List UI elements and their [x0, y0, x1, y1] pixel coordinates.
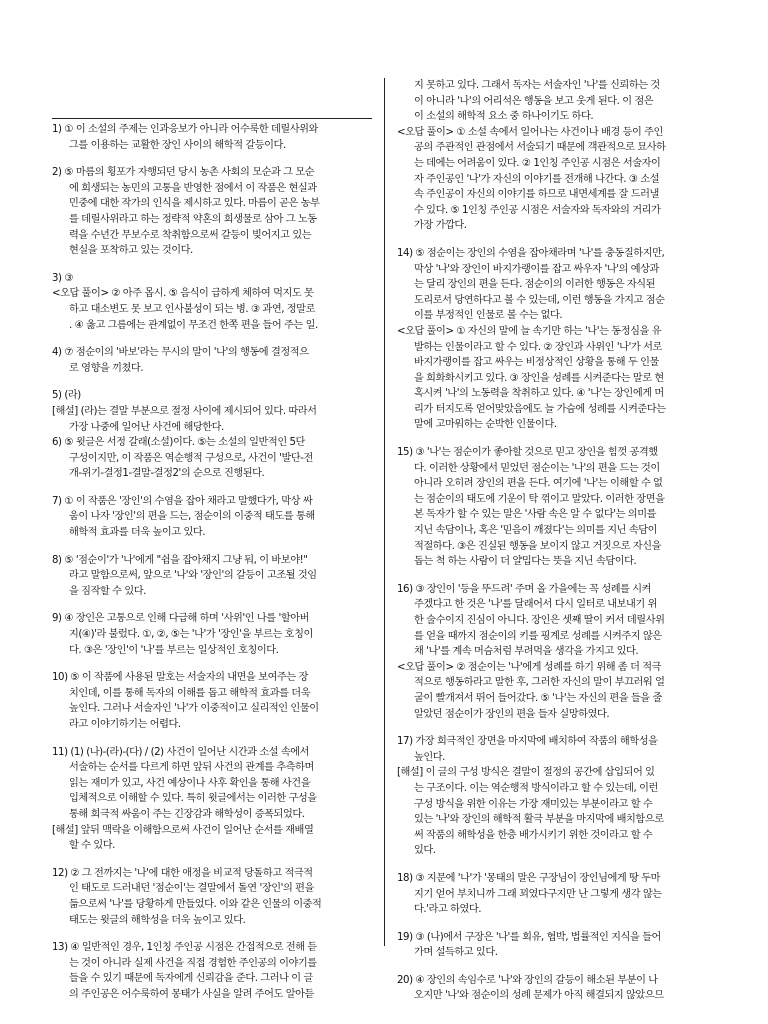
answer-line: 수 있다. ⑤ 1인칭 주인공 시점은 서술자와 독자와의 거리가	[414, 204, 661, 216]
answer-line: 지 못하고 있다. 그래서 독자는 서술자인 '나'를 신뢰하는 것	[414, 80, 660, 91]
answer-line: 1) ① 이 소설의 주제는 인과응보가 아니라 어수룩한 데릴사위와	[52, 124, 318, 135]
answer-line: 인 태도로 드러내던 '점순이'는 결말에서 돌연 '장인'의 편을	[69, 883, 314, 895]
answer-line: 12) ② 그 전까지는 '나'에 대한 애정을 비교적 당돌하고 적극적	[52, 867, 313, 879]
answer-line: 들을 수 있기 때문에 독자에게 신뢰감을 준다. 그러나 이 글	[69, 973, 313, 985]
answer-line: [해설] (라)는 결말 부분으로 절정 사이에 제시되어 있다. 따라서	[52, 405, 317, 417]
answer-line: 채 '나'를 계속 머슴처럼 부려먹을 생각을 가지고 있다.	[414, 646, 639, 658]
answer-line: 는 것이 아니라 실제 사건을 직접 경험한 주인공의 이야기를	[69, 957, 317, 969]
answer-item	[397, 78, 727, 234]
answer-item	[52, 388, 382, 482]
answer-line: 할 수 있다.	[69, 840, 115, 852]
answer-line: 주겠다고 한 것은 '나'를 달래어서 다시 일터로 내보내기 위	[414, 599, 658, 611]
answer-item	[52, 670, 382, 732]
answer-line: 혹시켜 '나'의 노동력을 착취하고 있다. ④ '나'는 장인에게 머	[414, 388, 664, 400]
answer-item	[52, 940, 382, 1002]
answer-line: 다.'라고 하였다.	[414, 904, 482, 916]
answer-line: 알았던 점순이가 장인의 편을 들자 실망하였다.	[414, 708, 610, 720]
answer-line: 있다.	[414, 845, 436, 857]
answer-line: 라고 이야기하기는 어렵다.	[69, 719, 181, 730]
answer-line: 읽는 재미가 있고, 사건 예상이나 사후 확인을 통해 사건을	[69, 777, 311, 789]
answer-line: 의 주인공은 어수룩하여 몽태가 사실을 알려 주어도 알아듣	[69, 988, 314, 1000]
answer-line: 를 데릴사위라고 하는 정략적 약혼의 희생물로 삼아 그 노동	[69, 213, 317, 225]
answer-line: 속 주인공이 자신의 이야기를 하므로 내면세계를 잘 드러낼	[414, 189, 659, 201]
answer-line: 리가 터지도록 얻어맞았음에도 늘 가슴에 성례를 시켜준다는	[414, 403, 666, 415]
answer-line: <오답 풀이> ① 자신의 말에 늘 속기만 하는 '나'는 동정심을 유	[397, 325, 662, 337]
answer-item	[52, 866, 382, 928]
answer-line: 11) (1) (나)-(라)-(다) / (2) 사건이 일어난 시간과 소설 속에서	[52, 746, 310, 758]
answer-line: 서술하는 순서를 다르게 하면 앞뒤 사건의 관계를 추측하며	[69, 762, 314, 774]
answer-line: 민중에 대한 작가의 인식을 제시하고 있다. 마름이 곧은 농부	[69, 198, 320, 210]
answer-line: 13) ④ 일반적인 경우, 1인칭 주인공 시점은 간접적으로 전해 듣	[52, 942, 317, 954]
answer-line: 7) ① 이 작품은 '장인'의 수염을 잡아 채라고 말했다가, 막상 싸	[52, 495, 313, 507]
answer-line: 이 소설의 해학적 요소 중 하나이기도 하다.	[414, 111, 594, 123]
answer-line: 8) ⑤ '점순이'가 '나'에게 "쉼을 잡아채지 그냥 둬, 이 바보야!"	[52, 554, 308, 566]
answer-line: 력을 수년간 무보수로 착취함으로써 갈등이 빚어지고 있는	[69, 229, 312, 241]
left-column	[52, 122, 382, 1015]
answer-item	[52, 553, 382, 600]
answer-item	[397, 930, 727, 961]
answer-line: 아니라 오히려 장인의 편을 든다. 여기에 '나'는 이해할 수 없	[414, 478, 663, 490]
top-rule	[52, 118, 372, 119]
answer-line: <오답 풀이> ② 점순이는 '나'에게 성례를 하기 위해 좀 더 적극	[397, 661, 662, 673]
answer-line: 에 희생되는 농민의 고통을 반영한 점에서 이 작품은 현실과	[69, 182, 317, 194]
answer-line: 해학적 효과를 더욱 높이고 있다.	[69, 527, 206, 539]
answer-line: 돕는 척 하는 사람이 더 얄밉다는 뜻을 지닌 속담이다.	[414, 556, 637, 568]
answer-line: 가며 설득하고 있다.	[414, 947, 498, 959]
answer-line: 적으로 행동하라고 말한 후, 그러한 자신의 말이 부끄러워 얼	[414, 677, 665, 689]
answer-line: 치인데, 이를 통해 독자의 이해를 돕고 해학적 효과를 더욱	[69, 687, 311, 699]
answer-item	[52, 745, 382, 854]
answer-item	[397, 871, 727, 918]
answer-line: 가장 가깝다.	[414, 220, 467, 232]
answer-line: 구성이지만, 이 작품은 역순행적 구성으로, 사건이 '발단-전	[69, 452, 313, 464]
answer-line: 태도는 윗글의 해학성을 더욱 높이고 있다.	[69, 914, 246, 926]
answer-item	[397, 445, 727, 570]
answer-line: 6) ⑤ 윗글은 서정 갈래(소설)이다. ⑤는 소설의 일반적인 5단	[52, 437, 305, 449]
answer-line: 5) (라)	[52, 390, 81, 402]
answer-line: 을 짐작할 수 있다.	[69, 585, 146, 597]
answer-line: 는 데에는 어려움이 있다. ② 1인칭 주인공 시점은 서술자이	[414, 157, 661, 169]
answer-line: 오지만 '나'와 점순이의 성례 문제가 아직 해결되지 않았으므	[414, 990, 664, 1002]
answer-line: 하고 대소변도 못 보고 인사불성이 되는 병. ③ 과연, 정말로	[69, 303, 315, 315]
answer-item	[397, 582, 727, 722]
answer-line: 현실을 포착하고 있는 것이다.	[69, 245, 193, 257]
answer-line: 9) ④ 장인은 고통으로 인해 다급해 하며 '사위'인 나를 '할아버	[52, 613, 309, 625]
answer-line: 자 주인공인 '나'가 자신의 이야기를 전개해 나간다. ③ 소설	[414, 173, 660, 185]
answer-line: 4) ⑦ 점순이의 '바보'라는 무시의 말이 '나'의 행동에 결정적으	[52, 347, 309, 359]
answer-line: 개-위기-결정1-결말-결정2'의 순으로 진행된다.	[69, 468, 265, 480]
answer-line: 3) ③	[52, 272, 74, 284]
answer-line: 통해 희극적 싸움이 주는 긴장감과 해학성이 증폭되었다.	[69, 808, 305, 820]
answer-item	[397, 973, 727, 1004]
answer-line: [해설] 이 글의 구성 방식은 결말이 절정의 공간에 삽입되어 있	[397, 767, 655, 779]
answer-item	[52, 611, 382, 658]
answer-line: 지(④)'라 불렀다. ①, ②, ⑤는 '나'가 '장인'을 부르는 호칭이	[69, 629, 313, 641]
answer-line: 움이 나자 '장인'의 편을 드는, 점순이의 이중적 태도를 통해	[69, 511, 315, 523]
answer-line: 써 작품의 해학성을 한층 배가시키기 위한 것이라고 할 수	[414, 829, 653, 841]
answer-line: 를 얻을 때까지 점순이의 키를 핑계로 성례를 시켜주지 않은	[414, 630, 662, 642]
answer-line: 있는 '나'와 장인의 해학적 활극 부분을 마지막에 배치함으로	[414, 814, 664, 826]
answer-item	[397, 734, 727, 859]
answer-line: 라고 말함으로써, 앞으로 '나'와 '장인'의 갈등이 고조될 것임	[69, 570, 317, 582]
answer-line: <오답 풀이> ② 아주 몹시. ⑤ 음식이 급하게 체하여 먹지도 못	[52, 288, 314, 300]
answer-line: 지닌 속담이나, 혹은 '믿음이 깨졌다'는 의미를 지닌 속담이	[414, 525, 658, 537]
answer-line: 구성 방식을 위한 이유는 가장 재미있는 부분이라고 할 수	[414, 798, 653, 810]
answer-line: 20) ④ 장인의 속임수로 '나'와 장인의 갈등이 해소된 부분이 나	[397, 974, 658, 986]
answer-line: 이를 부정적인 인물로 볼 수는 없다.	[414, 310, 563, 322]
answer-line: 10) ⑤ 이 작품에 사용된 말호는 서술자의 내면을 보여주는 장	[52, 672, 308, 684]
answer-line: 입체적으로 이해할 수 있다. 특히 윗글에서는 이러한 구성을	[69, 793, 317, 805]
answer-line: 공의 주관적인 관점에서 서술되기 때문에 객관적으로 묘사하	[414, 142, 666, 154]
answer-line: 는 구조이다. 이는 역순행적 방식이라고 할 수 있는데, 이런	[414, 782, 658, 794]
answer-line: 다. ③은 '장인'이 '나'를 부르는 일상적인 호칭이다.	[69, 644, 279, 656]
answer-line: 19) ③ (나)에서 구장은 '나'를 회유, 협박, 법률적인 지식을 들어	[397, 931, 661, 943]
answer-line: 을 희화화시키고 있다. ③ 장인을 성례를 시켜준다는 말로 현	[414, 372, 664, 384]
answer-item	[397, 246, 727, 433]
answer-line: 이 아니라 '나'의 어리석은 행동을 보고 웃게 된다. 이 점은	[414, 95, 654, 107]
answer-item	[52, 345, 382, 376]
answer-line: [해설] 앞뒤 맥락을 이해함으로써 사건이 일어난 순서를 재배열	[52, 824, 314, 836]
answer-line: 높인다. 그러나 서술자인 '나'가 이중적이고 실리적인 인물이	[69, 703, 319, 715]
answer-line: 는 달리 장인의 편을 든다. 점순이의 이러한 행동은 자식된	[414, 279, 656, 291]
answer-item	[52, 271, 382, 333]
answer-line: 그를 이용하는 교활한 장인 사이의 해학적 갈등이다.	[69, 139, 286, 151]
answer-item	[52, 165, 382, 259]
answer-line: 듦으로써 '나'를 당황하게 만들었다. 이와 같은 인물의 이중적	[69, 898, 322, 910]
answer-line: 가장 나중에 일어난 사건에 해당한다.	[69, 421, 224, 433]
answer-item	[52, 494, 382, 541]
answer-line: 17) 가장 희극적인 장면을 마지막에 배치하여 작품의 해학성을	[397, 736, 658, 748]
answer-line: 막상 '나'와 장인이 바지가랭이를 잡고 싸우자 '나'의 예상과	[414, 263, 659, 275]
answer-line: 로 영향을 끼쳤다.	[69, 362, 144, 374]
answer-item	[52, 122, 382, 153]
right-column	[397, 78, 727, 1016]
answer-line: 18) ③ 지문에 '나'가 '몽태의 말은 구장님이 장인님에게 땅 두마	[397, 872, 661, 884]
answer-line: 다. 이러한 상황에서 믿었던 점순이는 '나'의 편을 드는 것이	[414, 462, 660, 474]
answer-line: 16) ③ 장인이 '등을 뚜드려' 주며 올 가을에는 꼭 성례를 시켜	[397, 583, 652, 595]
answer-line: 적절하다. ③은 진실된 행동을 보이지 않고 거짓으로 자신을	[414, 540, 661, 552]
answer-line: 말에 고마워하는 순박한 인물이다.	[414, 419, 557, 431]
answer-line: 15) ③ '나'는 점순이가 좋아할 것으로 믿고 장인을 힘껏 공격했	[397, 447, 658, 459]
answer-line: 2) ⑤ 마름의 횡포가 자행되던 당시 농촌 사회의 모순과 그 모순	[52, 167, 315, 179]
answer-line: 굴이 빨개져서 뛰어 들어갔다. ⑤ '나'는 자신의 편을 들을 줄	[414, 692, 662, 704]
answer-line: 높인다.	[414, 751, 445, 763]
column-divider	[384, 78, 385, 946]
answer-line: 도리로서 당연하다고 볼 수 있는데, 이런 행동을 가지고 점순	[414, 294, 665, 306]
answer-line: . ④ 옳고 그름에는 관계없이 무조건 한쪽 편을 들어 주는 일.	[69, 319, 318, 331]
answer-line: <오답 풀이> ① 소설 속에서 일어나는 사건이나 배경 등이 주인	[397, 126, 663, 138]
answer-line: 는 점순이의 태도에 기운이 탁 꺾이고 말았다. 이러한 장면을	[414, 493, 665, 505]
answer-line: 본 독자가 할 수 있는 말은 '사람 속은 알 수 없다'는 의미를	[414, 509, 656, 521]
answer-line: 지기 얻어 부치니까 그래 꾀였다구지만 난 그렇게 생각 않는	[414, 888, 662, 900]
answer-line: 14) ⑤ 점순이는 장인의 수염을 잡아채라며 '나'를 충동질하지만,	[397, 247, 665, 259]
answer-line: 발하는 인물이라고 할 수 있다. ② 장인과 사위인 '나'가 서로	[414, 341, 662, 353]
answer-line: 바지가랭이를 잡고 싸우는 비정상적인 상황을 통해 두 인물	[414, 357, 659, 369]
answer-line: 한 술수이지 진심이 아니다. 장인은 셋째 딸이 커서 데릴사위	[414, 615, 665, 626]
